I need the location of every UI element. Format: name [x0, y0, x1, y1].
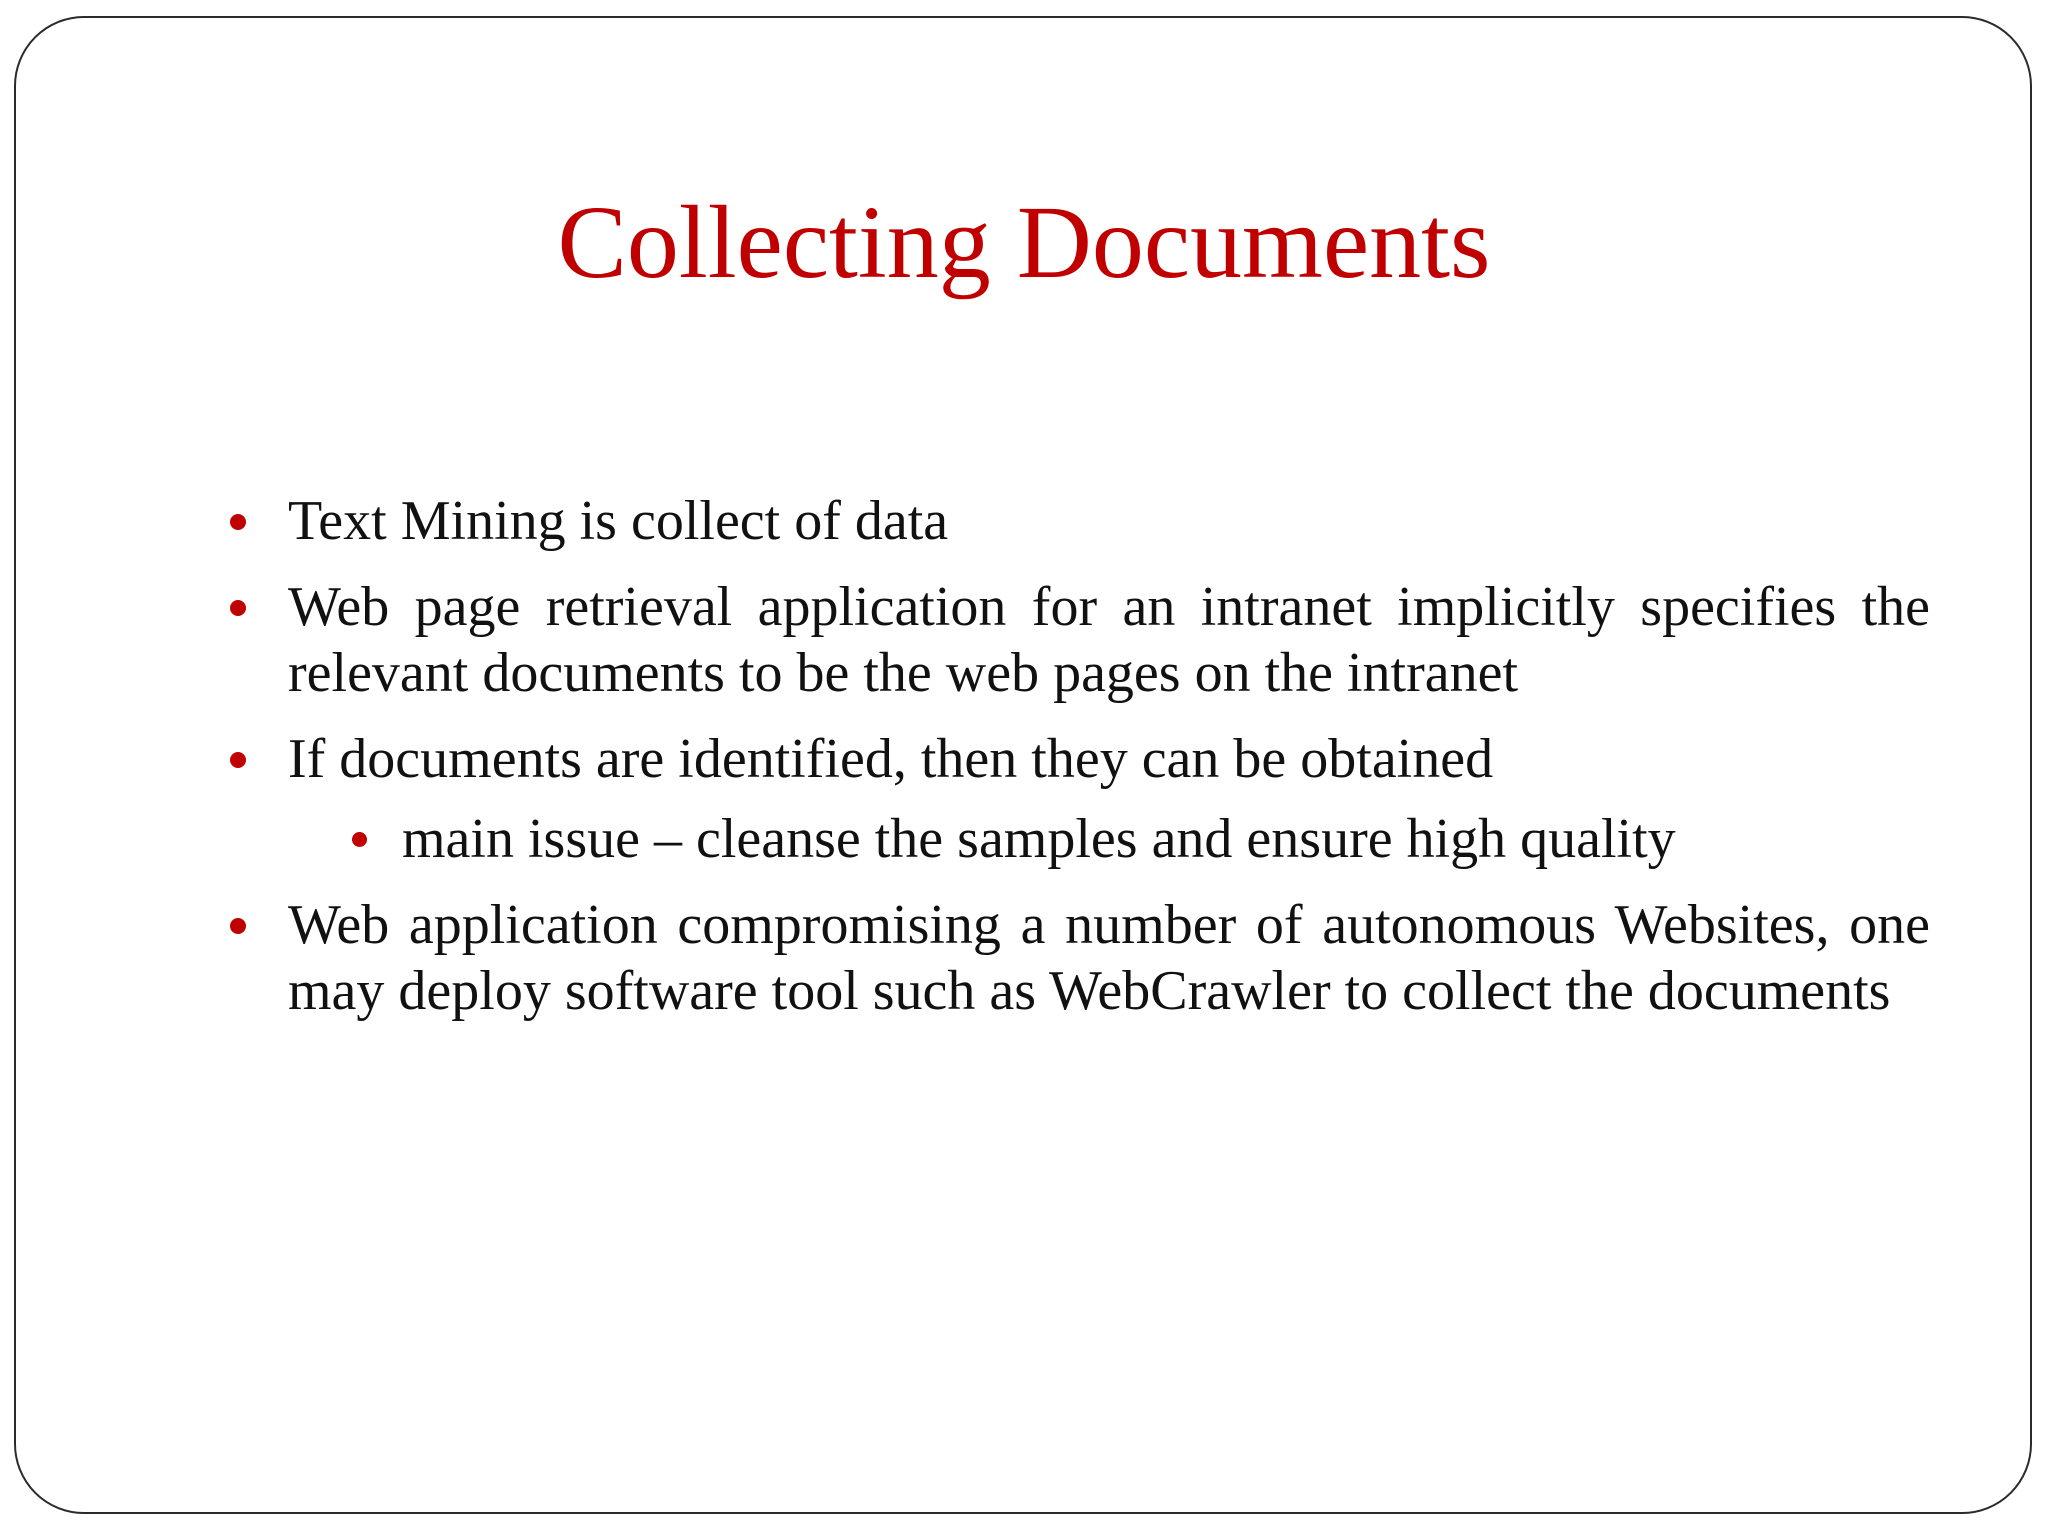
bullet-item	[230, 574, 1930, 706]
bullet-item	[230, 892, 1930, 1024]
bullet-dot-icon	[230, 600, 246, 616]
bullet-item	[230, 726, 1930, 792]
bullet-text: If documents are identified, then they can be obtained	[288, 728, 1494, 790]
bullet-text: Text Mining is collect of data	[288, 490, 949, 552]
bullet-text: main issue – cleanse the samples and ensure high quality	[402, 808, 1676, 870]
bullet-dot-icon	[352, 832, 367, 847]
bullet-text: Web application compromising a number of autonomous Websites, one may deploy software tool such as WebCrawler to collect the documents	[288, 894, 1930, 1022]
bullet-list	[230, 488, 1930, 1024]
bullet-dot-icon	[230, 752, 246, 768]
bullet-dot-icon	[230, 514, 246, 530]
bullet-dot-icon	[230, 918, 246, 934]
sub-bullet-item	[352, 806, 1930, 872]
bullet-item	[230, 488, 1930, 554]
bullet-text: Web page retrieval application for an intranet implicitly specifies the relevant documents to be the web pages on the intranet	[288, 576, 1930, 704]
slide-title: Collecting Documents	[557, 185, 1491, 300]
